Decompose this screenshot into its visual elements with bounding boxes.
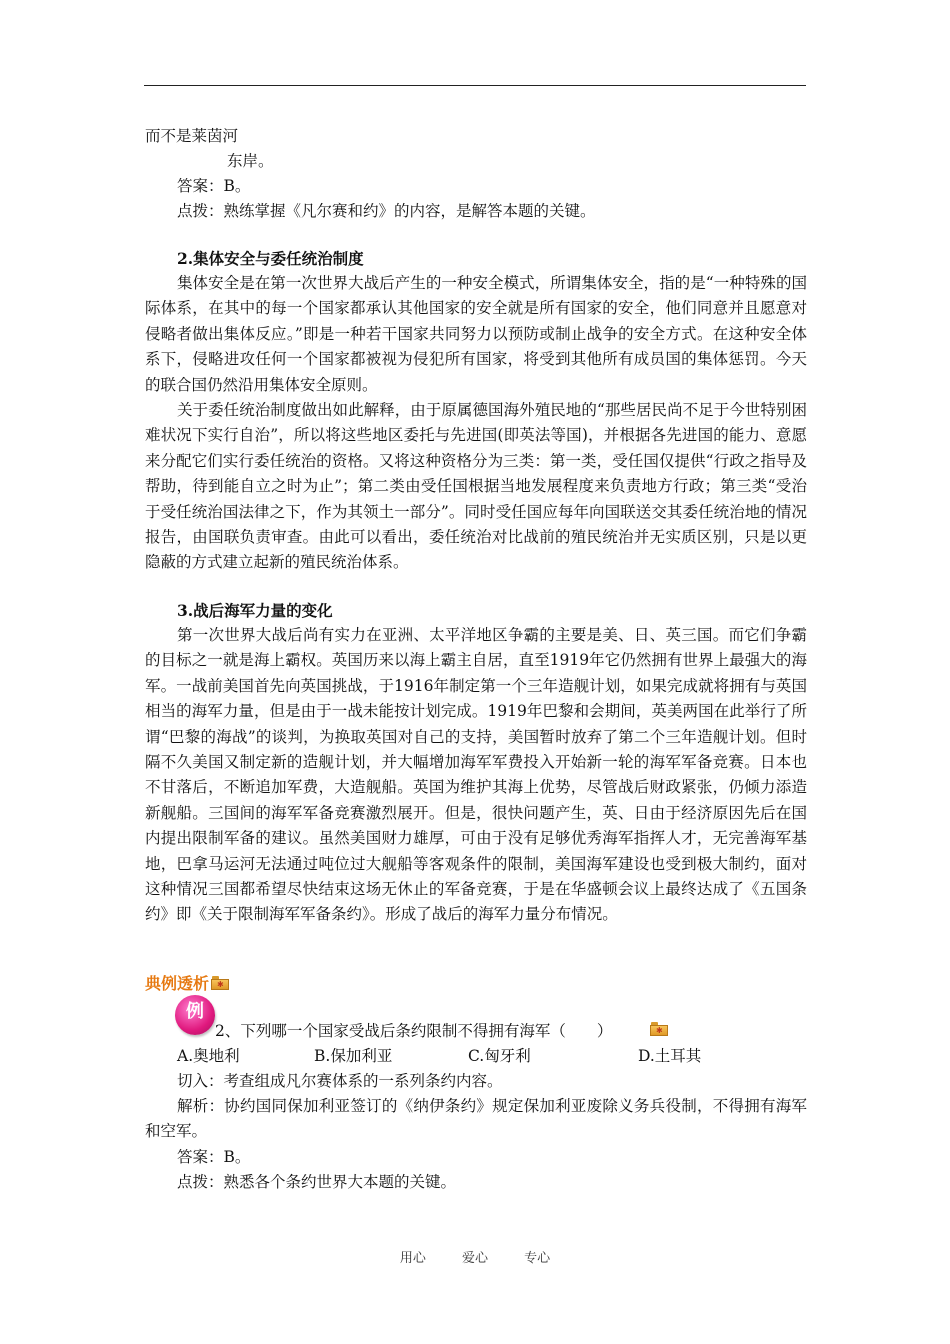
text-line: 而不是莱茵河 <box>145 127 239 145</box>
example-section-label <box>145 971 229 994</box>
text-line: 东岸。 <box>227 152 274 170</box>
question-text: 2、下列哪一个国家受战后条约限制不得拥有海军（ ） <box>215 1022 613 1040</box>
paragraph: 关于委任统治制度做出如此解释，由于原属德国海外殖民地的“那些居民尚不足于今世特别困难状况下实行自治”，所以将这些地区委托与先进国(即英法等国)，并根据各先进国的能力、意愿来分配它们实行委任统治的资格。又将这种资格分为三类：第一类，受任国仅提供“行政之指导及帮助，待到能自立之时为止”；第二类由受任国根据当地发展程度来负责地方行政；第三类“受治于受任统治国法律之下，作为其领土一部分”。同时受任国应每年向国联送交其委任统治地的情况报告，由国联负责审查。由此可以看出，委任统治对比战前的殖民统治并无实质区别，只是以更隐蔽的方式建立起新的殖民统治体系。 <box>145 401 807 572</box>
paragraph: 第一次世界大战后尚有实力在亚洲、太平洋地区争霸的主要是美、日、英三国。而它们争霸的目标之一就是海上霸权。英国历来以海上霸主自居，直至1919年它仍然拥有世界上最强大的海军。一战前美国首先向英国挑战，于1916年制定第一个三年造舰计划，如果完成就将拥有与英国相当的海军力量，但是由于一战未能按计划完成。1919年巴黎和会期间，英美两国在此举行了所谓“巴黎的海战”的谈判，为换取英国对自己的支持，美国暂时放弃了第二个三年造舰计划。但时隔不久美国又制定新的造舰计划，并大幅增加海军军费投入开始新一轮的海军军备竞赛。日本也不甘落后，不断追加军费，大造舰船。英国为维护其海上优势，尽管战后财政紧张，仍倾力添造新舰船。三国间的海军军备竞赛激烈展开。但是，很快问题产生，英、日由于经济原因先后在国内提出限制军备的建议。虽然美国财力雄厚，可由于没有足够优秀海军指挥人才，无完善海军基地，巴拿马运河无法通过吨位过大舰船等客观条件的限制，美国海军建设也受到极大制约，面对这种情况三国都希望尽快结束这场无休止的军备竞赛，于是在华盛顿会议上最终达成了《五国条约》即《关于限制海军军备条约》。形成了战后的海军力量分布情况。 <box>145 625 807 924</box>
paragraph: 集体安全是在第一次世界大战后产生的一种安全模式，所谓集体安全，指的是“一种特殊的国际体系，在其中的每一个国家都承认其他国家的安全就是所有国家的安全，他们同意并且愿意对侵略者做出集体反应。”即是一种若干国家共同努力以预防或制止战争的安全方式。在这种安全体系下，侵略进攻任何一个国家都被视为侵犯所有国家，将受到其他所有成员国的集体惩罚。今天的联合国仍然沿用集体安全原则。 <box>145 274 807 394</box>
footer-word: 专心 <box>524 1251 551 1266</box>
footer-word: 用心 <box>399 1251 426 1266</box>
answer-line: 答案：B。 <box>177 177 251 195</box>
option-d: D.土耳其 <box>638 1047 702 1065</box>
example-badge: 例 <box>175 995 215 1035</box>
option-b: B.保加利亚 <box>314 1047 393 1065</box>
top-block <box>145 124 807 928</box>
section-heading: 2.集体安全与委任统治制度 <box>177 249 364 268</box>
page-footer <box>0 1247 950 1266</box>
folder-icon: ✱ <box>650 1022 668 1036</box>
example-section-text: 典例透析 <box>145 974 210 993</box>
section-heading: 3.战后海军力量的变化 <box>177 600 333 620</box>
header-rule <box>144 85 806 86</box>
example-explanation <box>145 1069 807 1195</box>
cut-in-line: 切入：考查组成凡尔赛体系的一系列条约内容。 <box>177 1072 503 1090</box>
folder-icon: ✱ <box>211 976 229 990</box>
tip-line: 点拨：熟练掌握《凡尔赛和约》的内容，是解答本题的关键。 <box>177 202 596 220</box>
tip-line: 点拨：熟悉各个条约世界大本题的关键。 <box>177 1172 457 1191</box>
option-a: A.奥地利 <box>177 1047 240 1065</box>
footer-word: 爱心 <box>461 1251 488 1266</box>
analysis-paragraph: 解析：协约国同保加利亚签订的《纳伊条约》规定保加利亚废除义务兵役制，不得拥有海军和空军。 <box>145 1097 807 1141</box>
answer-line: 答案：B。 <box>177 1147 251 1166</box>
option-c: C.匈牙利 <box>468 1047 531 1065</box>
